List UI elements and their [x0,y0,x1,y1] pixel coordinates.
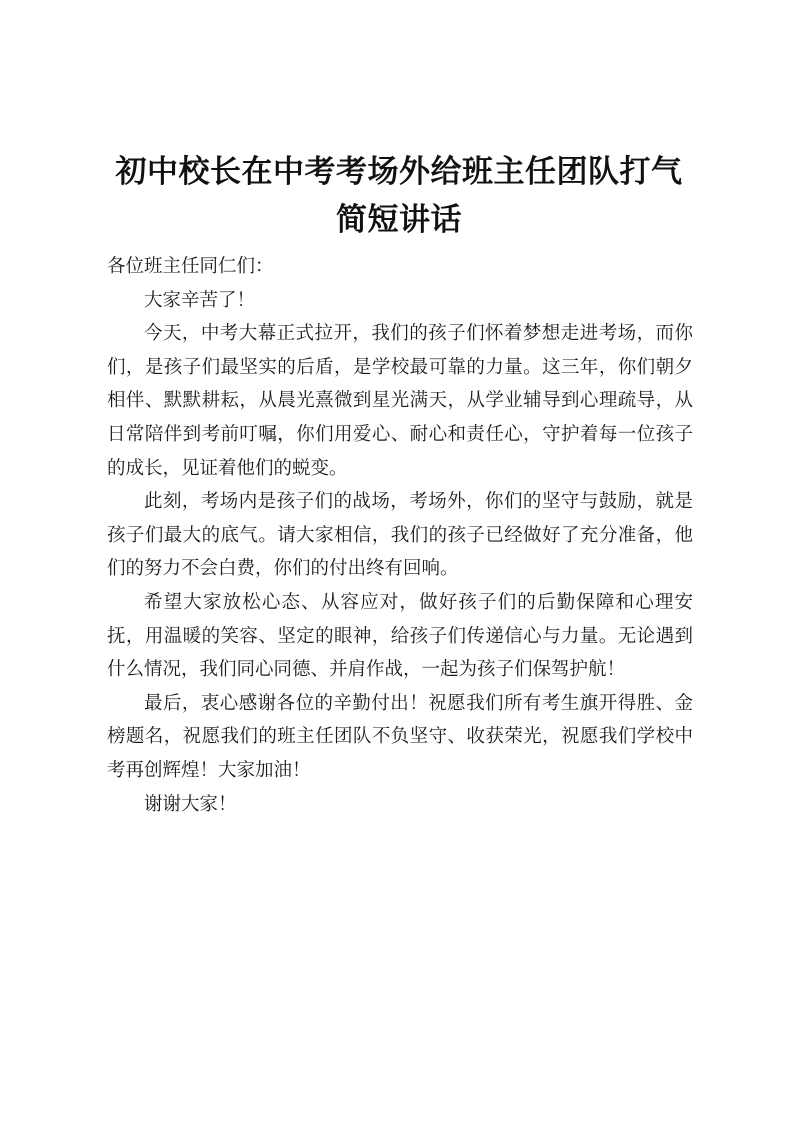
paragraph-gratitude: 今天，中考大幕正式拉开，我们的孩子们怀着梦想走进考场，而你们，是孩子们最坚实的后盾，是学校最可靠的力量。这三年，你们朝夕相伴、默默耕耘，从晨光熹微到星光满天，从学业辅导到心理疏导，从日常陪伴到考前叮嘱，你们用爱心、耐心和责任心，守护着每一位孩子的成长，见证着他们的蜕变。 [107,323,693,479]
paragraph-greeting: 大家辛苦了！ [144,289,256,311]
paragraph-encouragement: 此刻，考场内是孩子们的战场，考场外，你们的坚守与鼓励，就是孩子们最大的底气。请大家相信，我们的孩子已经做好了充分准备，他们的努力不会白费，你们的付出终有回响。 [107,491,693,580]
paragraph-wishes: 最后，衷心感谢各位的辛勤付出！祝愿我们所有考生旗开得胜、金榜题名，祝愿我们的班主任团队不负坚守、收获荣光，祝愿我们学校中考再创辉煌！大家加油！ [107,692,693,781]
paragraph-closing: 谢谢大家！ [144,793,237,815]
paragraph-hopes: 希望大家放松心态、从容应对，做好孩子们的后勤保障和心理安抚，用温暖的笑容、坚定的眼神，给孩子们传递信心与力量。无论遇到什么情况，我们同心同德、并肩作战，一起为孩子们保驾护航！ [107,591,693,681]
document-body [107,250,693,821]
salutation: 各位班主任同仁们： [107,256,274,277]
document-title: 初中校长在中考考场外给班主任团队打气简短讲话 [115,154,683,238]
